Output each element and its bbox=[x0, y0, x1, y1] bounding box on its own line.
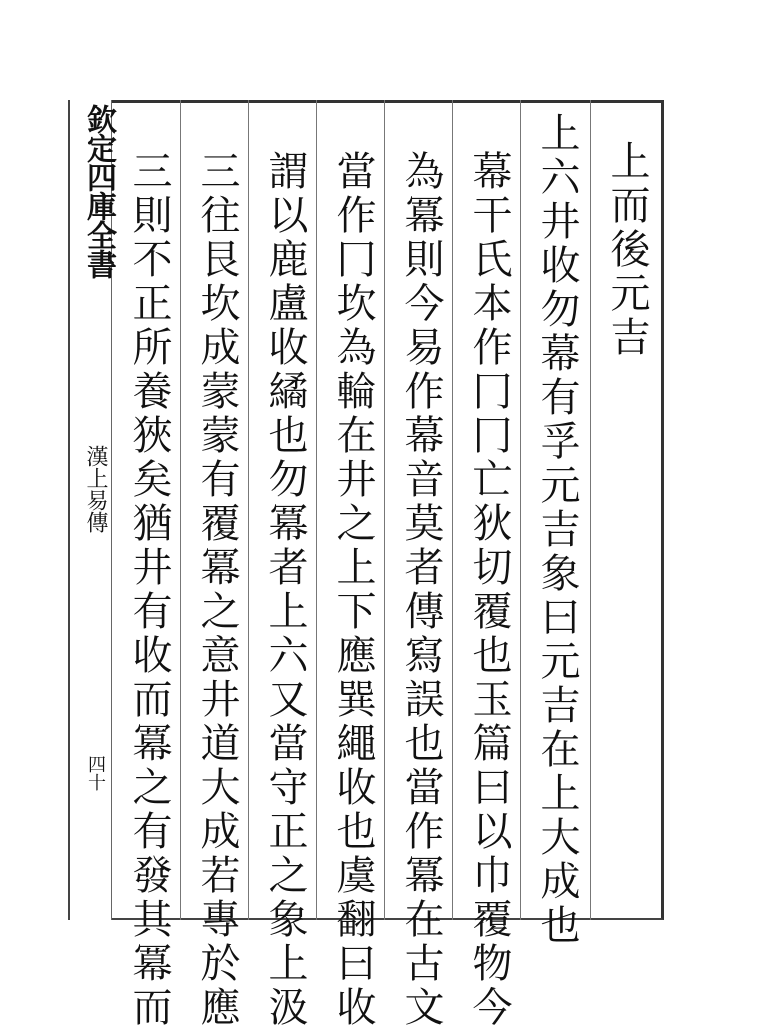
page-number: 四十 bbox=[85, 755, 106, 791]
book-subtitle: 漢上易傳 bbox=[83, 445, 108, 533]
column-text: 謂以鹿盧收繘也勿冪者上六又當守正之象上汲 bbox=[262, 150, 308, 1030]
column-text: 三往艮坎成蒙蒙有覆冪之意井道大成若專於應 bbox=[194, 150, 240, 1030]
margin-strip bbox=[68, 100, 116, 920]
column-text: 幕干氏本作冂冂亡狄切覆也玉篇曰以巾覆物今 bbox=[466, 150, 512, 1030]
column-text: 上六井收勿幕有孚元吉象曰元吉在上大成也 bbox=[534, 112, 580, 948]
text-column bbox=[454, 100, 524, 1030]
column-text: 上而後元吉 bbox=[604, 140, 650, 360]
text-column bbox=[250, 100, 320, 1030]
column-text: 當作冂坎為輪在井之上下應巽繩收也虞翻曰收 bbox=[330, 150, 376, 1030]
text-column bbox=[182, 100, 252, 1030]
text-column bbox=[592, 100, 662, 920]
text-column bbox=[522, 100, 592, 948]
text-column bbox=[114, 100, 184, 1030]
column-text: 三則不正所養狹矣猶井有收而冪之有發其冪而 bbox=[126, 150, 172, 1030]
book-title: 欽定四庫全書 bbox=[81, 104, 116, 278]
text-column bbox=[318, 100, 388, 1030]
text-column bbox=[386, 100, 456, 1030]
column-text: 為冪則今易作幕音莫者傳寫誤也當作冪在古文 bbox=[398, 150, 444, 1030]
